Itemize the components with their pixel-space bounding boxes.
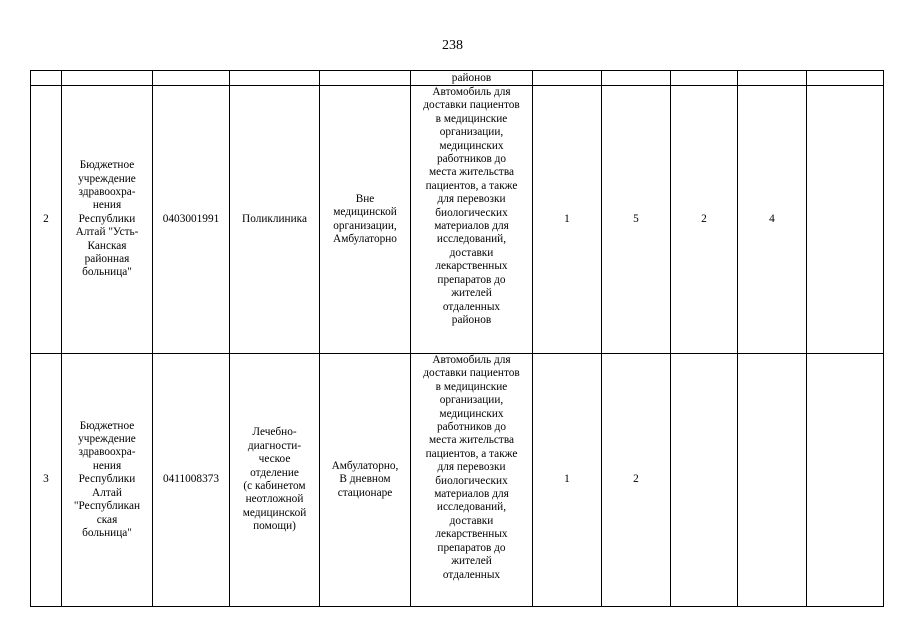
conditions-line: Амбулаторно, <box>331 459 399 472</box>
cell-code: 0403001991 <box>153 86 230 354</box>
purpose-line: исследований, <box>436 233 507 246</box>
purpose-line: работников до <box>436 153 507 166</box>
purpose-line: материалов для <box>434 220 509 233</box>
purpose-line: исследований, <box>436 501 507 514</box>
cell-conditions <box>320 354 411 607</box>
org-line: Республики <box>78 212 136 225</box>
purpose-line: в медицинские <box>435 112 508 125</box>
unit-line: (с кабинетом <box>243 480 306 492</box>
unit-line: медицинской <box>242 506 307 519</box>
purpose-line: районов <box>451 313 492 326</box>
cell-c8 <box>602 71 671 86</box>
purpose-line: районов <box>451 71 492 84</box>
cell-num: 3 <box>31 354 62 607</box>
purpose-line: жителей <box>451 555 492 568</box>
conditions-line: стационаре <box>337 486 393 499</box>
org-line: больница" <box>82 266 132 279</box>
cell-c7: 1 <box>533 354 602 607</box>
cell-purpose <box>411 354 533 607</box>
purpose-line: для перевозки <box>437 461 506 474</box>
org-line: Республики <box>78 473 136 486</box>
org-line: "Республикан <box>73 500 141 513</box>
conditions-line: Вне <box>355 192 375 205</box>
cell-code: 0411008373 <box>153 354 230 607</box>
data-table <box>30 70 884 607</box>
org-line: здравоохра- <box>78 446 136 459</box>
org-line: здравоохра- <box>78 185 136 198</box>
cell-c8: 2 <box>602 354 671 607</box>
cell-c10 <box>738 354 807 607</box>
purpose-line: для перевозки <box>437 193 506 206</box>
purpose-line: организации, <box>439 126 504 139</box>
cell-num <box>31 71 62 86</box>
cell-purpose-fragment <box>411 71 533 86</box>
cell-conditions <box>320 71 411 86</box>
purpose-line: места жительства <box>428 166 515 179</box>
purpose-line: организации, <box>439 394 504 407</box>
purpose-line: пациентов, а также <box>425 179 518 192</box>
purpose-line: доставки <box>449 246 494 259</box>
purpose-line: препаратов до <box>437 273 506 286</box>
purpose-line: места жительства <box>428 434 515 447</box>
unit-line: отделение <box>250 466 299 479</box>
org-line: нения <box>92 199 122 212</box>
table-row-fragment <box>31 71 884 86</box>
org-line: нения <box>92 459 122 472</box>
purpose-line: работников до <box>436 421 507 434</box>
unit-line: диагности- <box>247 439 302 452</box>
unit-line: ческое <box>258 453 291 466</box>
cell-unit <box>230 86 320 354</box>
org-line: учреждение <box>78 172 136 185</box>
purpose-line: отдаленных <box>442 300 501 313</box>
table-row <box>31 354 884 607</box>
purpose-line: препаратов до <box>437 541 506 554</box>
purpose-line: Автомобиль для <box>432 354 511 366</box>
cell-purpose <box>411 86 533 354</box>
cell-num: 2 <box>31 86 62 354</box>
org-line: Алтай "Усть- <box>75 226 139 239</box>
unit-line: неотложной <box>245 493 304 506</box>
purpose-line: пациентов, а также <box>425 447 518 460</box>
purpose-line: доставки пациентов <box>423 99 520 112</box>
purpose-line: медицинских <box>439 139 504 152</box>
cell-c10: 4 <box>738 86 807 354</box>
cell-c7: 1 <box>533 86 602 354</box>
purpose-line: отдаленных <box>442 568 501 581</box>
purpose-line: Автомобиль для <box>432 86 511 98</box>
cell-c10 <box>738 71 807 86</box>
cell-org <box>62 354 153 607</box>
cell-org <box>62 71 153 86</box>
cell-code <box>153 71 230 86</box>
cell-org <box>62 86 153 354</box>
cell-c9 <box>671 354 738 607</box>
purpose-line: биологических <box>435 206 508 219</box>
purpose-line: биологических <box>435 474 508 487</box>
cell-c8: 5 <box>602 86 671 354</box>
purpose-line: лекарственных <box>435 528 508 541</box>
org-line: районная <box>84 253 130 266</box>
org-line: Бюджетное <box>79 159 135 172</box>
purpose-line: жителей <box>451 287 492 300</box>
unit-line: помощи) <box>253 520 296 533</box>
purpose-line: в медицинские <box>435 380 508 393</box>
cell-c11 <box>807 71 884 86</box>
org-line: больница" <box>82 526 132 539</box>
org-line: ская <box>96 513 118 526</box>
org-line: Алтай <box>92 486 122 499</box>
table-row <box>31 86 884 354</box>
purpose-line: лекарственных <box>435 260 508 273</box>
purpose-line: доставки пациентов <box>423 367 520 380</box>
conditions-line: Амбулаторно <box>333 232 397 245</box>
conditions-line: медицинской <box>333 206 397 219</box>
purpose-line: доставки <box>449 514 494 527</box>
org-line: Бюджетное <box>79 419 135 432</box>
cell-c9 <box>671 71 738 86</box>
unit-line: Лечебно- <box>252 426 297 439</box>
cell-c9: 2 <box>671 86 738 354</box>
org-line: Канская <box>87 239 127 252</box>
purpose-line: материалов для <box>434 488 509 501</box>
cell-c11 <box>807 354 884 607</box>
purpose-line: медицинских <box>439 407 504 420</box>
cell-c11 <box>807 86 884 354</box>
cell-unit <box>230 354 320 607</box>
cell-unit <box>230 71 320 86</box>
cell-conditions <box>320 86 411 354</box>
conditions-line: В дневном <box>339 473 391 486</box>
org-line: учреждение <box>78 433 136 446</box>
page-number: 238 <box>442 38 463 53</box>
cell-c7 <box>533 71 602 86</box>
conditions-line: организации, <box>333 219 397 232</box>
unit-line: Поликлиника <box>242 212 307 225</box>
